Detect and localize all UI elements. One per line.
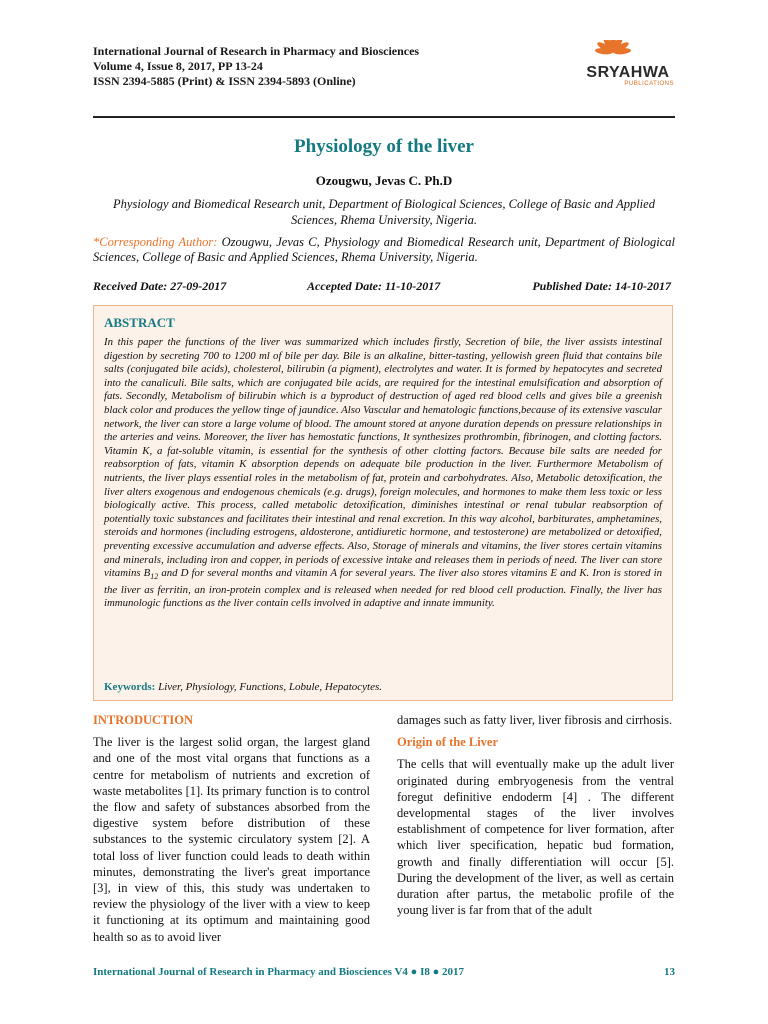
- right-continuation: damages such as fatty liver, liver fibrosis and cirrhosis.: [397, 713, 673, 727]
- paper-title: Physiology of the liver: [294, 136, 474, 157]
- keywords: [104, 681, 382, 693]
- right-column: [397, 712, 674, 924]
- logo-sub: PUBLICATIONS: [624, 81, 674, 87]
- intro-text: The liver is the largest solid organ, the largest gland and one of the most vital organs that functions as a centre for metabolism of nutrients and excretion of waste metabolites [1]. Its primary function is to control the flow and safety of substances absorbed from the digestive system before distribution of these substances to the systemic circulatory system [2]. A total loss of liver function could leads to death within minutes, demonstrating the liver's great importance [3], in view of this, this study was undertaken to review the physiology of the liver with a view to keep it functioning at its optimum and maintaining good health so as to avoid liver: [93, 735, 370, 944]
- accepted-date: Accepted Date: 11-10-2017: [307, 279, 441, 293]
- footer-journal: International Journal of Research in Pharmacy and Biosciences V4 ● I8 ● 2017: [93, 966, 464, 978]
- page-footer: [93, 966, 675, 978]
- intro-heading: INTRODUCTION: [93, 713, 194, 727]
- page-number: 13: [664, 966, 675, 978]
- publisher-logo: [578, 40, 678, 92]
- corresponding-label: *Corresponding Author:: [93, 235, 218, 249]
- abstract-body-2: and D for several months and vitamin A for several years. The liver also stores vitamins E and K. Iron is stored in the liver as ferritin, an iron-protein complex and is released when needed for red blood cell production. Finally, the liver has immunologic functions as the liver contain cells involved in adaptive and innate immunity.: [104, 567, 662, 610]
- header-rule: [93, 116, 675, 118]
- lotus-icon: [578, 40, 678, 66]
- keywords-label: Keywords:: [104, 681, 156, 693]
- keywords-text: Liver, Physiology, Functions, Lobule, Hepatocytes.: [155, 681, 383, 693]
- issn-info: ISSN 2394-5885 (Print) & ISSN 2394-5893 (Online): [93, 74, 356, 88]
- logo-name: SRYAHWA: [586, 64, 670, 81]
- origin-heading: Origin of the Liver: [397, 735, 499, 750]
- journal-header: [93, 44, 563, 89]
- published-date: Published Date: 14-10-2017: [532, 279, 671, 293]
- origin-text: The cells that will eventually make up the adult liver originated during embryogenesis from the ventral foregut definitive endoderm [4] . The different developmental stages of the liver involves establishment of competence for liver formation, after which liver specification, hepatic bud formation, growth and finally differentiation will occur [5]. During the development of the liver, as well as certain duration after partus, the metabolic profile of the young liver is far from that of the adult: [397, 757, 674, 918]
- left-column: [93, 712, 370, 951]
- affiliation: Physiology and Biomedical Research unit, Department of Biological Sciences, College of Basic and Applied Sciences, Rhema University, Nigeria.: [113, 197, 655, 227]
- abstract-heading: ABSTRACT: [104, 315, 175, 330]
- journal-name: International Journal of Research in Pharmacy and Biosciences: [93, 44, 420, 58]
- abstract-text: [104, 336, 662, 611]
- author: Ozougwu, Jevas C. Ph.D: [315, 173, 453, 188]
- abstract-subscript: 12: [150, 572, 159, 582]
- abstract-body-1: In this paper the functions of the liver was summarized which includes firstly, Secretion of bile, the liver assists intestinal digestion by secreting 700 to 1200 ml of bile per day. Bile is an alkaline, bitter-tasting, yellowish green fluid that contains bile salts (conjugated bile acids), cholesterol, bilirubin (a pigment), electrolytes and water. It is formed by hepatocytes and secreted into the canaliculi. Bile salts, which are conjugated bile acids, are required for the intestinal emulsification and absorption of fats. Secondly, Metabolism of bilirubin which is a byproduct of destruction of aged red blood cells and gives bile a greenish black color and produces the yellow tinge of jaundice. Also Vascular and hematologic functions,because of its extensive vascular network, the liver can store a large volume of blood. The amount stored at anyone duration depends on pressure relationships in the arteries and veins. Moreover, the liver has hemostatic functions, It synthesizes prothrombin, fibrinogen, and clotting factors. Vitamin K, a fat-soluble vitamin, is essential for the synthesis of other clotting factors. Because bile salts are needed for reabsorption of fats, vitamin K absorption depends on adequate bile production in the liver. Furthermore Metabolism of nutrients, the liver plays essential roles in the metabolism of fat, protein and carbohydrates. Also, Metabolic detoxification, the liver alters exogenous and endogenous chemicals (e.g. drugs), foreign molecules, and hormones to make them less toxic or less biologically active. This process, called metabolic detoxification, diminishes intestinal or renal tubular reabsorption of potentially toxic substances and facilitates their intestinal and renal excretion. In this way alcohol, barbiturates, amphetamines, steroids and hormones (including estrogens, aldosterone, antidiuretic hormone, and testosterone) are metabolized or detoxified, preventing excessive accumulation and adverse effects. Also, Storage of minerals and vitamins, the liver stores certain vitamins and minerals, including iron and copper, in periods of excessive intake and releases them in periods of need. The liver can store vitamins B: [104, 336, 662, 580]
- volume-info: Volume 4, Issue 8, 2017, PP 13-24: [93, 59, 263, 73]
- corresponding-author: [93, 235, 675, 265]
- received-date: Received Date: 27-09-2017: [93, 279, 227, 293]
- corresponding-text: Ozougwu, Jevas C, Physiology and Biomedical Research unit, Department of Biological Sciences, College of Basic and Applied Sciences, Rhema University, Nigeria.: [93, 235, 676, 264]
- abstract-box: [93, 305, 673, 701]
